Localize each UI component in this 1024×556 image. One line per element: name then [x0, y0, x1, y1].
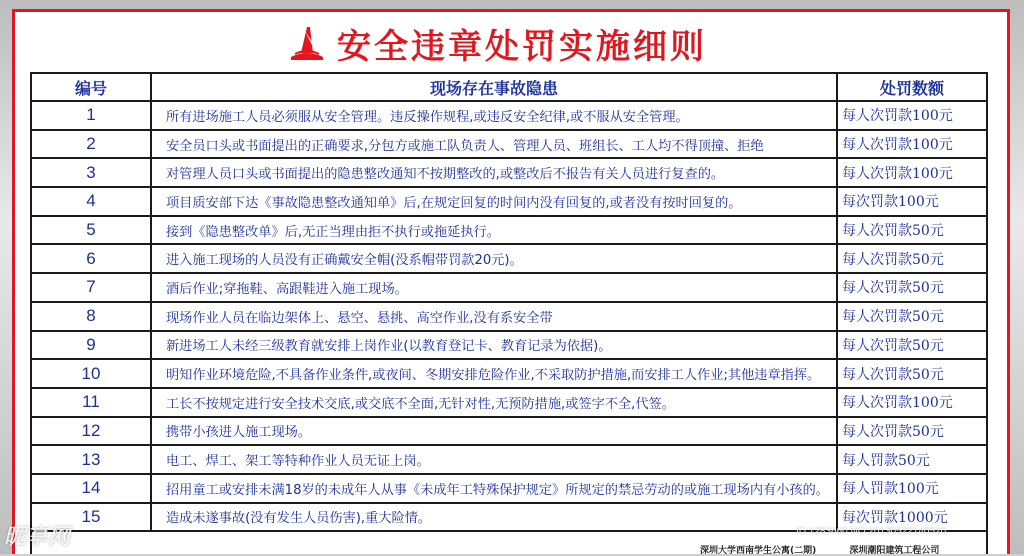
row-number: 14 [32, 475, 152, 502]
row-penalty: 每人次罚款50元 [842, 223, 944, 240]
row-hazard: 安全员口头或书面提出的正确要求,分包方或施工队负责人、管理人员、班组长、工人均不得顶撞、拒绝 [152, 131, 838, 158]
footer-project: 深圳大学西南学生公寓(二期) [700, 546, 817, 556]
row-hazard: 所有进场施工人员必须服从安全管理。违反操作规程,或违反安全纪律,或不服从安全管理。 [152, 102, 838, 129]
row-penalty: 每次罚款100元 [842, 194, 939, 211]
row-hazard: 电工、焊工、架工等特种作业人员无证上岗。 [152, 446, 838, 473]
row-number: 12 [32, 418, 152, 445]
footer-company: 深圳潮阳建筑工程公司 [849, 546, 940, 556]
table-row [32, 131, 986, 160]
table-row [32, 245, 986, 274]
header-hazard: 现场存在事故隐患 [152, 74, 838, 100]
row-penalty: 每人次罚款100元 [842, 137, 953, 154]
table-row [32, 418, 986, 447]
row-number: 15 [32, 504, 152, 531]
footer [700, 543, 939, 556]
watermark-id: ID:1283660 NO:20130522140520 [796, 526, 947, 537]
row-penalty: 每人次罚款50元 [842, 423, 944, 440]
table-row [32, 389, 986, 418]
row-number: 7 [32, 274, 152, 301]
row-number: 13 [32, 446, 152, 473]
row-number: 5 [32, 217, 152, 244]
header-penalty: 处罚数额 [879, 78, 944, 98]
title-bar [0, 18, 1024, 68]
row-hazard: 项目质安部下达《事故隐患整改通知单》后,在规定回复的时间内没有回复的,或者没有按时回复的。 [152, 188, 838, 215]
row-penalty: 每次罚款1000元 [842, 509, 948, 526]
table-row [32, 303, 986, 332]
row-penalty: 每人次罚款50元 [842, 251, 944, 268]
row-hazard: 新进场工人未经三级教育就安排上岗作业(以教育登记卡、教育记录为依据)。 [152, 332, 838, 359]
row-hazard: 接到《隐患整改单》后,无正当理由拒不执行或拖延执行。 [152, 217, 838, 244]
row-penalty: 每人罚款100元 [842, 481, 939, 498]
row-penalty: 每人次罚款100元 [842, 165, 953, 182]
table-row [32, 360, 986, 389]
penalty-table [30, 72, 988, 554]
header-number: 编号 [32, 74, 152, 100]
row-hazard: 工长不按规定进行安全技术交底,或交底不全面,无针对性,无预防措施,或签字不全,代签。 [152, 389, 838, 416]
table-row [32, 475, 986, 504]
row-hazard: 携带小孩进人施工现场。 [152, 418, 838, 445]
table-row [32, 188, 986, 217]
table-row [32, 159, 986, 188]
table-header-row [32, 74, 986, 102]
row-penalty: 每人次罚款100元 [842, 395, 953, 412]
row-penalty: 每人次罚款50元 [842, 309, 944, 326]
table-row [32, 332, 986, 361]
table-row [32, 274, 986, 303]
row-number: 2 [32, 131, 152, 158]
table-row [32, 446, 986, 475]
watermark-site: 昵享网 [4, 525, 71, 550]
row-hazard: 进入施工现场的人员没有正确戴安全帽(没系帽带罚款20元)。 [152, 245, 838, 272]
row-number: 4 [32, 188, 152, 215]
row-number: 1 [32, 102, 152, 129]
row-hazard: 现场作业人员在临边架体上、悬空、悬挑、高空作业,没有系安全带 [152, 303, 838, 330]
row-penalty: 每人罚款50元 [842, 452, 930, 469]
row-penalty: 每人次罚款50元 [842, 366, 944, 383]
row-hazard: 明知作业环境危险,不具备作业条件,或夜间、冬期安排危险作业,不采取防护措施,而安排工人作业;其他违章指挥。 [152, 360, 838, 387]
table-row [32, 217, 986, 246]
row-hazard: 招用童工或安排未满18岁的未成年人从事《未成年工特殊保护规定》所规定的禁忌劳动的或施工现场内有小孩的。 [152, 475, 838, 502]
row-number: 6 [32, 245, 152, 272]
row-penalty: 每人次罚款100元 [842, 108, 953, 125]
row-number: 10 [32, 360, 152, 387]
row-hazard: 对管理人员口头或书面提出的隐患整改通知不按期整改的,或整改后不报告有关人员进行复查的。 [152, 159, 838, 186]
row-hazard: 酒后作业;穿拖鞋、高跟鞋进入施工现场。 [152, 274, 838, 301]
row-number: 11 [32, 389, 152, 416]
row-penalty: 每人次罚款50元 [842, 280, 944, 297]
row-hazard: 造成未遂事故(没有发生人员伤害),重大险情。 [152, 504, 838, 531]
row-number: 9 [32, 332, 152, 359]
row-number: 3 [32, 159, 152, 186]
row-number: 8 [32, 303, 152, 330]
tower-crane-logo-icon [287, 23, 327, 63]
table-row [32, 102, 986, 131]
page-title: 安全违章处罚实施细则 [337, 26, 707, 67]
row-penalty: 每人次罚款50元 [842, 337, 944, 354]
